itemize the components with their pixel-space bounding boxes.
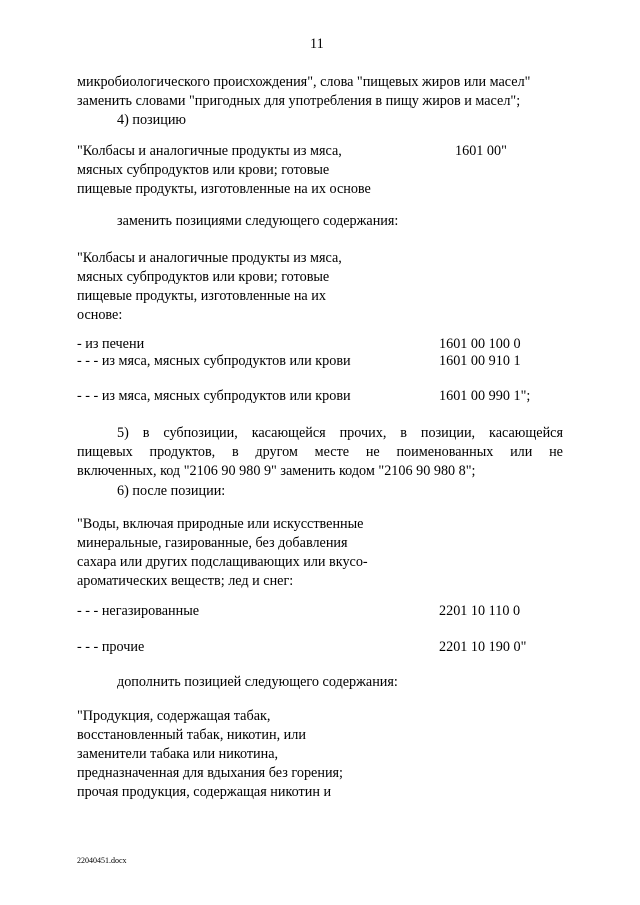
item-6-label: 6) после позиции: xyxy=(117,483,226,499)
position-block-2 xyxy=(77,249,342,325)
block-line: заменители табака или никотина, xyxy=(77,746,279,762)
position-block-1 xyxy=(77,142,371,199)
block-line: прочая продукция, содержащая никотин и xyxy=(77,784,332,800)
block-line: ароматических веществ; лед и снег: xyxy=(77,573,294,589)
subposition-code: 2201 10 190 0" xyxy=(439,639,527,655)
block-line: мясных субпродуктов или крови; готовые xyxy=(77,269,330,285)
subposition-label: - - - из мяса, мясных субпродуктов или крови xyxy=(77,388,351,404)
subposition-label: - - - негазированные xyxy=(77,603,200,619)
item-4-label: 4) позицию xyxy=(117,112,187,128)
block-line: "Колбасы и аналогичные продукты из мяса, xyxy=(77,143,342,159)
intro-line: микробиологического происхождения", слова "пищевых жиров или масел" xyxy=(77,74,531,90)
block-line: "Продукция, содержащая табак, xyxy=(77,708,271,724)
position-code: 1601 00" xyxy=(455,143,507,159)
item-5-paragraph xyxy=(77,424,563,481)
paragraph-line: 5) в субпозиции, касающейся прочих, в позиции, касающейся xyxy=(117,425,563,441)
add-instruction: дополнить позицией следующего содержания: xyxy=(117,674,398,690)
block-line: пищевые продукты, изготовленные на их xyxy=(77,288,326,304)
intro-paragraph xyxy=(77,73,530,130)
subposition-code: 1601 00 910 1 xyxy=(439,353,521,369)
subposition-label: - - - прочие xyxy=(77,639,145,655)
subposition-code: 2201 10 110 0 xyxy=(439,603,521,619)
block-line: основе: xyxy=(77,307,123,323)
position-block-4 xyxy=(77,707,343,802)
position-block-3 xyxy=(77,515,368,591)
block-line: минеральные, газированные, без добавления xyxy=(77,535,348,551)
intro-line: заменить словами "пригодных для употребления в пищу жиров и масел"; xyxy=(77,93,521,109)
subposition-code: 1601 00 990 1"; xyxy=(439,388,531,404)
subposition-label: - - - из мяса, мясных субпродуктов или крови xyxy=(77,353,351,369)
block-line: "Колбасы и аналогичные продукты из мяса, xyxy=(77,250,342,266)
subposition-code: 1601 00 100 0 xyxy=(439,336,521,352)
document-filename: 22040451.docx xyxy=(77,856,127,865)
block-line: сахара или других подслащивающих или вкусо- xyxy=(77,554,368,570)
block-line: восстановленный табак, никотин, или xyxy=(77,727,306,743)
block-line: "Воды, включая природные или искусственные xyxy=(77,516,364,532)
block-line: пищевые продукты, изготовленные на их основе xyxy=(77,181,371,197)
paragraph-line: пищевых продуктов, в другом месте не поименованных или не xyxy=(77,444,563,460)
subposition-label: - из печени xyxy=(77,336,145,352)
paragraph-line: включенных, код "2106 90 980 9" заменить кодом "2106 90 980 8"; xyxy=(77,463,476,479)
replace-instruction: заменить позициями следующего содержания: xyxy=(117,213,399,229)
block-line: мясных субпродуктов или крови; готовые xyxy=(77,162,330,178)
block-line: предназначенная для вдыхания без горения; xyxy=(77,765,344,781)
page-number: 11 xyxy=(310,36,324,52)
